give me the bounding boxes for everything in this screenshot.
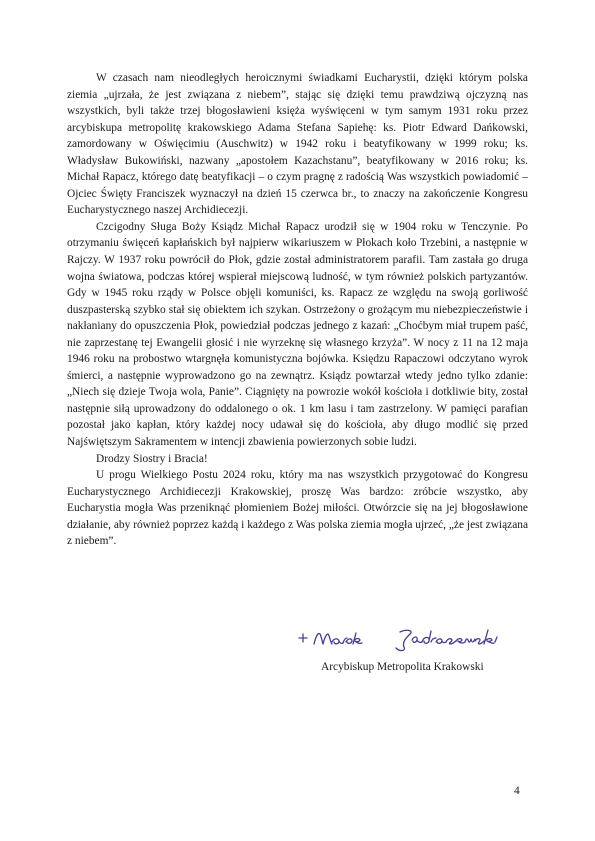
paragraph-3-salutation: Drodzy Siostry i Bracia! [96,452,208,465]
paragraph-2: Czcigodny Sługa Boży Ksiądz Michał Rapacz urodził się w 1904 roku w Tenczynie. Po otrzymaniu święceń kapłańskich był najpierw wikariuszem w Płokach koło Trzebini, a następnie w Rajczy. W 1937 roku powrócił do Płok, gdzie został administratorem parafii. Tam zastała go druga wojna światowa, podczas której wspierał miejscową ludność, w tym również polskich partyzantów. Gdy w 1945 roku rządy w Polsce objęli komuniści, ks. Rapacz ze względu na swoją gorliwość duszpasterską szybko stał się obiektem ich szykan. Ostrzeżony o grożącym mu niebezpieczeństwie i nakłaniany do opuszczenia Płok, powiedział podczas jednego z kazań: „Choćbym miał trupem paść, nie zaprzestanę tej Ewangelii głosić i nie wyrzeknę się własnego krzyża”. W nocy z 11 na 12 maja 1946 roku na probostwo wtargnęła komunistyczna bojówka. Księdzu Rapaczowi odczytano wyrok śmierci, a następnie wyprowadzono go na zewnątrz. Ksiądz powtarzał wtedy jedno tylko zdanie: „Niech się dzieje Twoja wola, Panie”. Ciągnięty na powrozie wokół kościoła i dotkliwie bity, został następnie siłą uprowadzony do oddalonego o ok. 1 km lasu i tam zastrzelony. W pamięci parafian pozostał jako kapłan, który każdej nocy udawał się do kościoła, aby długo modlić się przed Najświętszym Sakramentem w intencji zbawienia powierzonych sobie ludzi. [67,220,528,449]
paragraph-4: U progu Wielkiego Postu 2024 roku, który ma nas wszystkich przygotować do Kongresu Eucharystycznego Archidiecezji Krakowskiej, proszę Was bardzo: zróbcie wszystko, aby Eucharystia mogła Was przeniknąć płomieniem Bożej miłości. Otwórzcie się na jej błogosławione działanie, aby również poprzez każdą i każdego z Was polska ziemia mogła ujrzeć, „że jest związana z niebem”. [67,469,528,548]
signatory-title: Arcybiskup Metropolita Krakowski [321,661,484,673]
letter-body [67,70,528,550]
paragraph-1: W czasach nam nieodległych heroicznymi świadkami Eucharystii, dzięki którym polska ziemia „ujrzała, że jest związana z niebem”, stając się dzięki temu prawdziwą ojczyzną nas wszystkich, byli także trzej błogosławieni księża wyświęceni w tym samym 1931 roku przez arcybiskupa metropolitę krakowskiego Adama Stefana Sapiehę: ks. Piotr Edward Dańkowski, zamordowany w Oświęcimiu (Auschwitz) w 1942 roku i beatyfikowany w 1999 roku; ks. Władysław Bukowiński, nazwany „apostołem Kazachstanu”, beatyfikowany w 2016 roku; ks. Michał Rapacz, którego datę beatyfikacji – o czym pragnę z radością Was wszystkich powiadomić – Ojciec Święty Franciszek wyznaczył na dzień 15 czerwca br., to znaczy na zakończenie Kongresu Eucharystycznego naszej Archidiecezji. [67,72,528,217]
handwritten-signature [296,626,546,652]
page-number: 4 [514,785,520,797]
